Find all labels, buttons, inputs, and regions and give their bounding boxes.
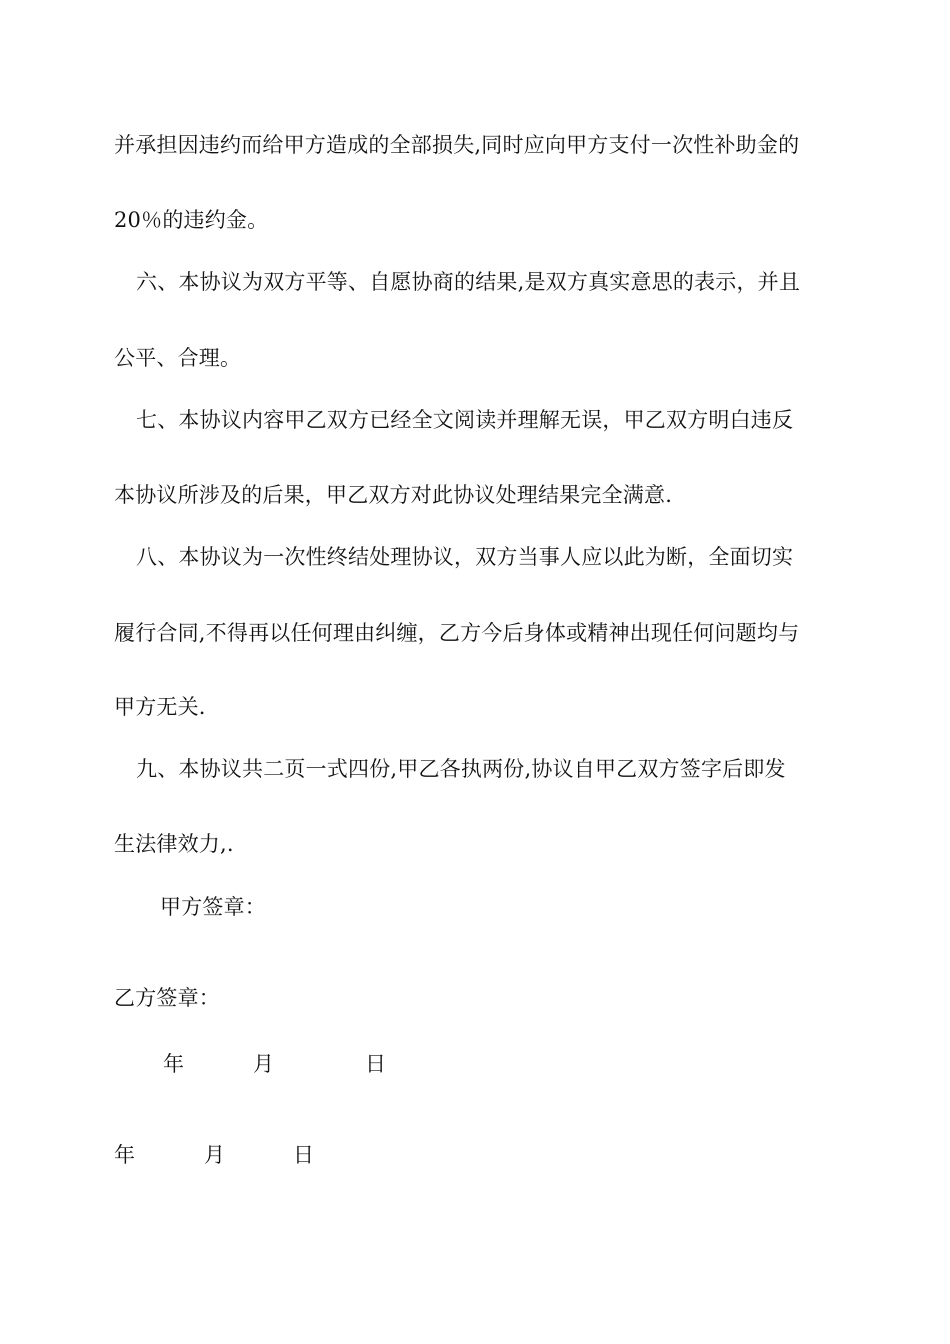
clause-nine-line-1: 九、本协议共二页一式四份,甲乙各执两份,协议自甲乙双方签字后即发: [136, 757, 786, 781]
clause-eight-line-1: 八、本协议为一次性终结处理协议，双方当事人应以此为断，全面切实: [136, 545, 794, 569]
clause-seven-line-1: 七、本协议内容甲乙双方已经全文阅读并理解无误，甲乙双方明白违反: [136, 408, 794, 432]
party-a-date-year: 年: [163, 1052, 184, 1076]
party-b-date-year: 年: [114, 1143, 135, 1167]
clause-eight-line-3: 甲方无关.: [114, 695, 206, 719]
party-b-date-month: 月: [204, 1143, 225, 1167]
clause-eight-line-2: 履行合同,不得再以任何理由纠缠，乙方今后身体或精神出现任何问题均与: [114, 621, 800, 645]
clause-six-line-1: 六、本协议为双方平等、自愿协商的结果,是双方真实意思的表示，并且: [136, 270, 801, 294]
clause-seven-line-2: 本协议所涉及的后果，甲乙双方对此协议处理结果完全满意.: [114, 483, 673, 507]
paragraph-line-2: 20％的违约金。: [114, 208, 269, 232]
party-b-signature-label: 乙方签章：: [114, 986, 220, 1010]
clause-six-line-2: 公平、合理。: [114, 346, 242, 370]
party-b-date-day: 日: [293, 1143, 314, 1167]
party-a-date-month: 月: [253, 1052, 274, 1076]
clause-nine-line-2: 生法律效力,.: [114, 832, 234, 856]
party-a-date-row: [0, 1050, 950, 1078]
party-a-date-day: 日: [365, 1052, 386, 1076]
party-a-signature-label: 甲方签章：: [160, 895, 266, 919]
paragraph-line-1: 并承担因违约而给甲方造成的全部损失,同时应向甲方支付一次性补助金的: [114, 133, 800, 157]
party-b-date-row: [0, 1141, 950, 1169]
